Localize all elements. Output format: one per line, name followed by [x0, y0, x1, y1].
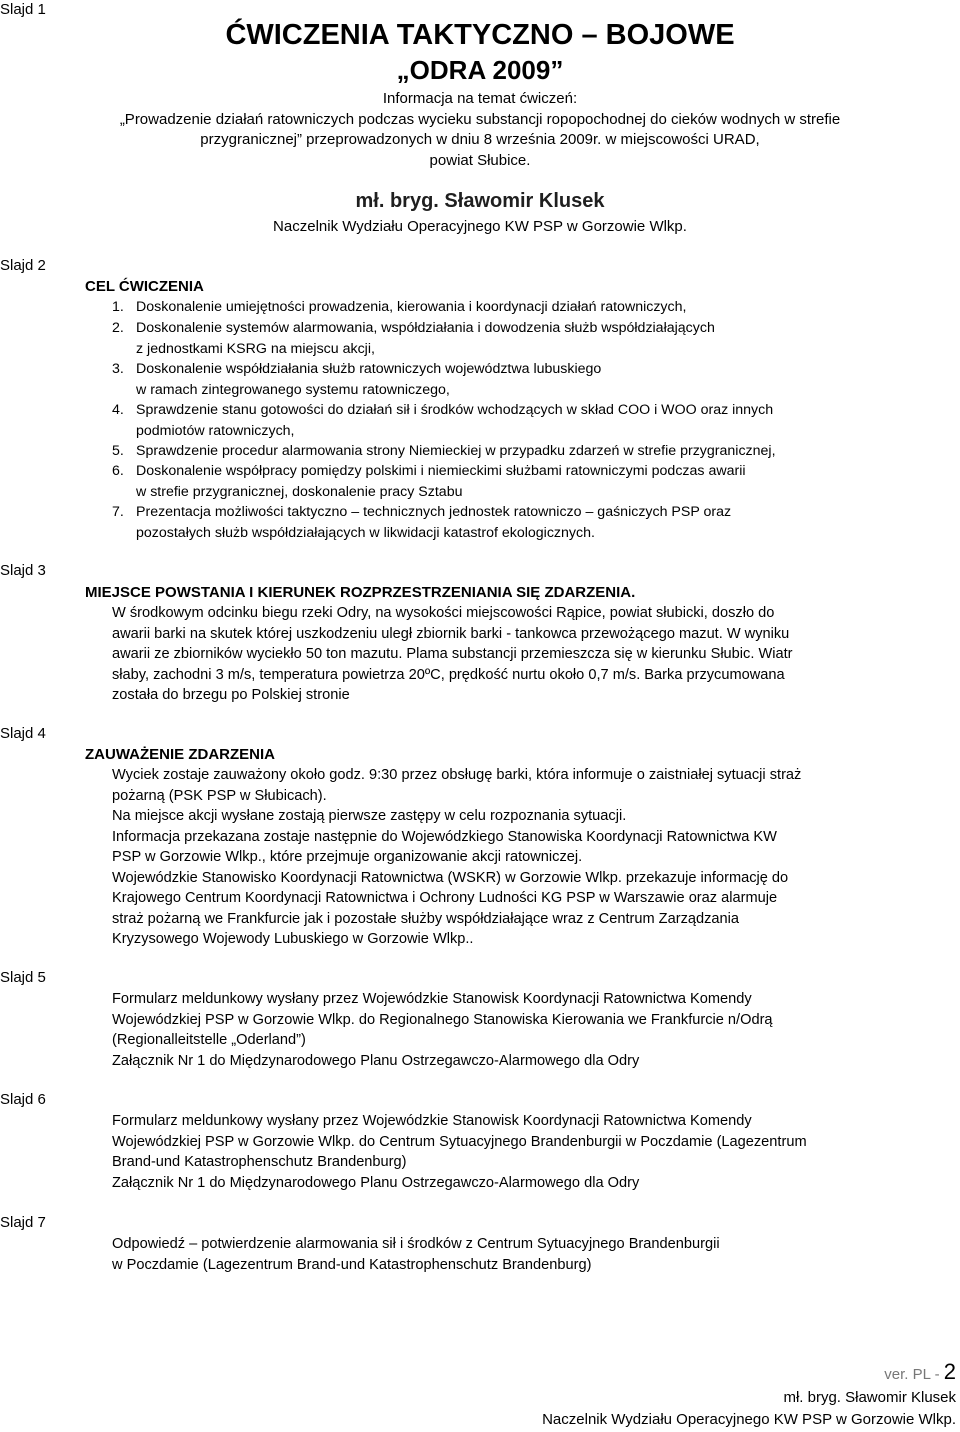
slide4-text: Wyciek zostaje zauważony około godz. 9:30 przez obsługę barki, która informuje o zaistniałej sytuacji straż pożarną (PSK PSP w Słubicach). Na miejsce akcji wysłane zostają pierwsze zastępy w celu rozpoznania sytuacji. Informacja przekazana zostaje następnie do Wojewódzkiego Stanowiska Koordynacji Ratownictwa KW PSP w Gorzowie Wlkp., które przejmuje organizowanie akcji ratowniczej. Wojewódzkie Stanowisko Koordynacji Ratownictwa (WSKR) w Gorzowie Wlkp. przekazuje informację do Krajowego Centrum Koordynacji Ratownictwa i Ochrony Ludności KG PSP w Warszawie oraz alarmuje straż pożarną we Frankfurcie jak i pozostałe służby współdziałające wraz z Centrum Zarządzania Kryzysowego Wojewody Lubuskiego w Gorzowie Wlkp.. — [112, 767, 802, 947]
slide-label-7: Slajd 7 — [0, 1214, 46, 1231]
goals-heading: CEL ĆWICZENIA — [85, 278, 204, 295]
goal-item — [112, 461, 952, 502]
version-separator: - — [930, 1366, 944, 1383]
goal-number: 5. — [112, 443, 124, 459]
slide-label-4: Slajd 4 — [0, 725, 46, 742]
goal-item — [112, 400, 952, 441]
slide6-text: Formularz meldunkowy wysłany przez Wojewódzkie Stanowisk Koordynacji Ratownictwa Komendy Wojewódzkiej PSP w Gorzowie Wlkp. do Centrum Sytuacyjnego Brandenburgii w Poczdamie (Lagezentrum Brand-und Katastrophenschutz Brandenburg) Załącznik Nr 1 do Międzynarodowego Planu Ostrzegawczo-Alarmowego dla Odry — [112, 1113, 807, 1191]
slide3-text: W środkowym odcinku biegu rzeki Odry, na wysokości miejscowości Rąpice, powiat słubicki, doszło do awarii barki na skutek której uszkodzeniu uległ zbiornik barki - tankowca przewożącego mazut. W wyniku awarii ze zbiorników wyciekło 50 ton mazutu. Plama substancji przemieszcza się w kierunku Słubic. Wiatr słaby, zachodni 3 m/s, temperatura powietrza 20ºC, prędkość nurtu około 0,7 m/s. Barka przycumowana została do brzegu po Polskiej stronie — [112, 605, 793, 703]
goal-item — [112, 441, 952, 462]
slide-label-6: Slajd 6 — [0, 1091, 46, 1108]
goal-text: Prezentacja możliwości taktyczno – technicznych jednostek ratowniczo – gaśniczych PSP oraz pozostałych służb współdziałających w likwidacji katastrof ekologicznych. — [136, 504, 732, 541]
goal-number: 7. — [112, 504, 124, 520]
info-line-2: przygranicznej” przeprowadzonych w dniu 8 września 2009r. w miejscowości URAD, — [200, 131, 760, 148]
info-line-1: „Prowadzenie działań ratowniczych podczas wycieku substancji ropopochodnej do cieków wodnych w strefie — [119, 110, 841, 128]
slide5-text: Formularz meldunkowy wysłany przez Wojewódzkie Stanowisk Koordynacji Ratownictwa Komendy Wojewódzkiej PSP w Gorzowie Wlkp. do Regionalnego Stanowiska Kierowania we Frankfurcie n/Odrą (Regionalleitstelle „Oderland”) Załącznik Nr 1 do Międzynarodowego Planu Ostrzegawczo-Alarmowego dla Odry — [112, 991, 773, 1069]
goal-text: Sprawdzenie stanu gotowości do działań sił i środków wchodzących w skład COO i WOO oraz innych podmiotów ratowniczych, — [136, 402, 774, 439]
goal-number: 6. — [112, 463, 124, 479]
goal-number: 2. — [112, 320, 124, 336]
goal-item — [112, 318, 952, 359]
goal-item — [112, 502, 952, 543]
goal-text: Doskonalenie współdziałania służb ratowniczych województwa lubuskiego w ramach zintegrowanego systemu ratowniczego, — [136, 361, 602, 398]
slide3-heading: MIEJSCE POWSTANIA I KIERUNEK ROZPRZESTRZENIANIA SIĘ ZDARZENIA. — [85, 584, 636, 601]
footer-role: Naczelnik Wydziału Operacyjnego KW PSP w Gorzowie Wlkp. — [542, 1411, 956, 1428]
version-label: ver. PL — [884, 1366, 931, 1383]
slide-label-3: Slajd 3 — [0, 562, 46, 579]
footer-version — [884, 1359, 956, 1386]
info-line-3: powiat Słubice. — [429, 151, 531, 169]
footer-author: mł. bryg. Sławomir Klusek — [783, 1389, 956, 1406]
goal-number: 1. — [112, 299, 124, 315]
exercise-name: „ODRA 2009” — [396, 55, 564, 85]
info-block — [0, 89, 960, 171]
info-label: Informacja na temat ćwiczeń: — [382, 90, 578, 107]
slide-label-1: Slajd 1 — [0, 1, 46, 18]
goal-number: 4. — [112, 402, 124, 418]
document-title: ĆWICZENIA TAKTYCZNO – BOJOWE — [225, 19, 735, 51]
goal-text: Doskonalenie systemów alarmowania, współdziałania i dowodzenia służb współdziałających z jednostkami KSRG na miejscu akcji, — [136, 320, 715, 357]
slide4-heading: ZAUWAŻENIE ZDARZENIA — [85, 746, 275, 763]
goal-number: 3. — [112, 361, 124, 377]
author-name: mł. bryg. Sławomir Klusek — [355, 190, 605, 212]
author-role: Naczelnik Wydziału Operacyjnego KW PSP w Gorzowie Wlkp. — [273, 218, 687, 235]
goal-text: Doskonalenie współpracy pomiędzy polskimi i niemieckimi służbami ratowniczymi podczas awarii w strefie przygranicznej, doskonalenie pracy Sztabu — [136, 463, 746, 500]
goal-text: Doskonalenie umiejętności prowadzenia, kierowania i koordynacji działań ratowniczych, — [136, 299, 687, 315]
page-number: 2 — [943, 1359, 956, 1384]
goal-item — [112, 359, 952, 400]
slide7-text: Odpowiedź – potwierdzenie alarmowania sił i środków z Centrum Sytuacyjnego Brandenburgii w Poczdamie (Lagezentrum Brand-und Katastrophenschutz Brandenburg) — [112, 1236, 720, 1273]
slide-label-2: Slajd 2 — [0, 257, 46, 274]
goal-item — [112, 297, 952, 318]
slide-label-5: Slajd 5 — [0, 969, 46, 986]
goal-text: Sprawdzenie procedur alarmowania strony Niemieckiej w przypadku zdarzeń w strefie przygranicznej, — [136, 443, 776, 459]
